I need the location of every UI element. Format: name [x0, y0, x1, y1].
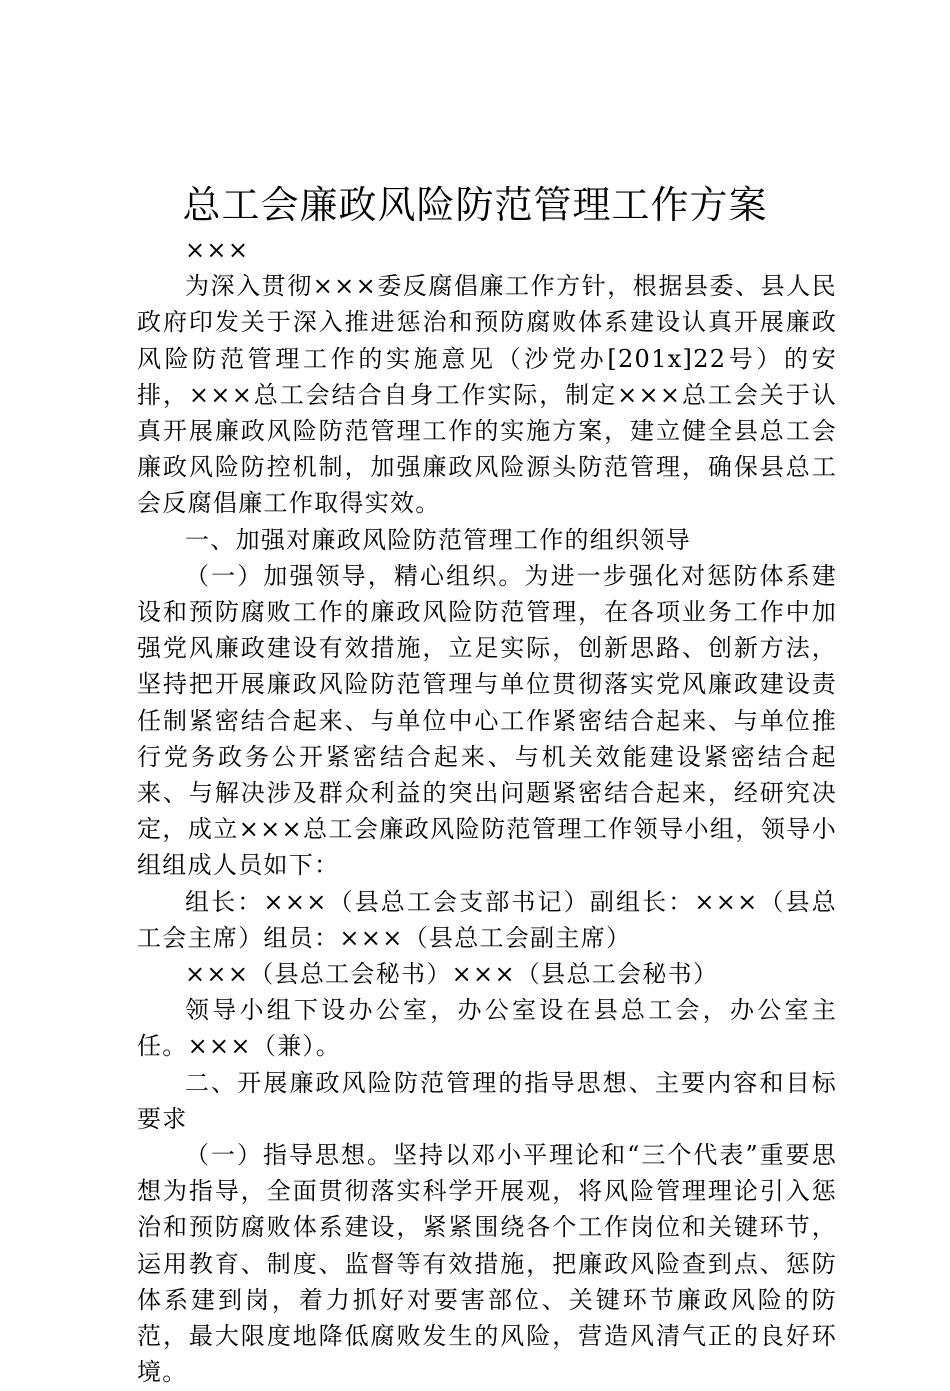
subsection-paragraph-2-1: （一）指导思想。坚持以邓小平理论和“三个代表”重要思想为指导，全面贯彻落实科学开展观，将风险管理理论引入惩治和预防腐败体系建设，紧紧围绕各个工作岗位和关键环节，运用教育、制度、监督等有效措施，把廉政风险查到点、惩防体系建到岗，着力抓好对要害部位、关键环节廉政风险的防范，最大限度地降低腐败发生的风险，营造风清气正的良好环境。 [137, 1141, 837, 1387]
section-heading-1: 一、加强对廉政风险防范管理工作的组织领导 [185, 525, 691, 554]
group-members-continued: ×××（县总工会秘书）×××（县总工会秘书） [185, 960, 719, 989]
author-line: ××× [185, 236, 250, 264]
document-title: 总工会廉政风险防范管理工作方案 [182, 183, 768, 227]
intro-paragraph: 为深入贯彻×××委反腐倡廉工作方针，根据县委、县人民政府印发关于深入推进惩治和预防腐败体系建设认真开展廉政风险防范管理工作的实施意见（沙党办[201x]22号）的安排，×××总工会结合自身工作实际，制定×××总工会关于认真开展廉政风险防范管理工作的实施方案，建立健全县总工会廉政风险防控机制，加强廉政风险源头防范管理，确保县总工会反腐倡廉工作取得实效。 [137, 272, 837, 518]
subsection-paragraph-1-1: （一）加强领导，精心组织。为进一步强化对惩防体系建设和预防腐败工作的廉政风险防范管理，在各项业务工作中加强党风廉政建设有效措施，立足实际，创新思路、创新方法，坚持把开展廉政风险防范管理与单位贯彻落实党风廉政建设责任制紧密结合起来、与单位中心工作紧密结合起来、与单位推行党务政务公开紧密结合起来、与机关效能建设紧密结合起来、与解决涉及群众利益的突出问题紧密结合起来，经研究决定，成立×××总工会廉政风险防范管理工作领导小组，领导小组组成人员如下： [137, 561, 837, 880]
section-heading-2: 二、开展廉政风险防范管理的指导思想、主要内容和目标要求 [137, 1068, 837, 1133]
office-paragraph: 领导小组下设办公室，办公室设在县总工会，办公室主任。×××（兼）。 [137, 996, 837, 1061]
document-body [137, 232, 837, 1391]
group-members-paragraph: 组长：×××（县总工会支部书记）副组长：×××（县总工会主席）组员：×××（县总工会副主席） [137, 887, 837, 952]
